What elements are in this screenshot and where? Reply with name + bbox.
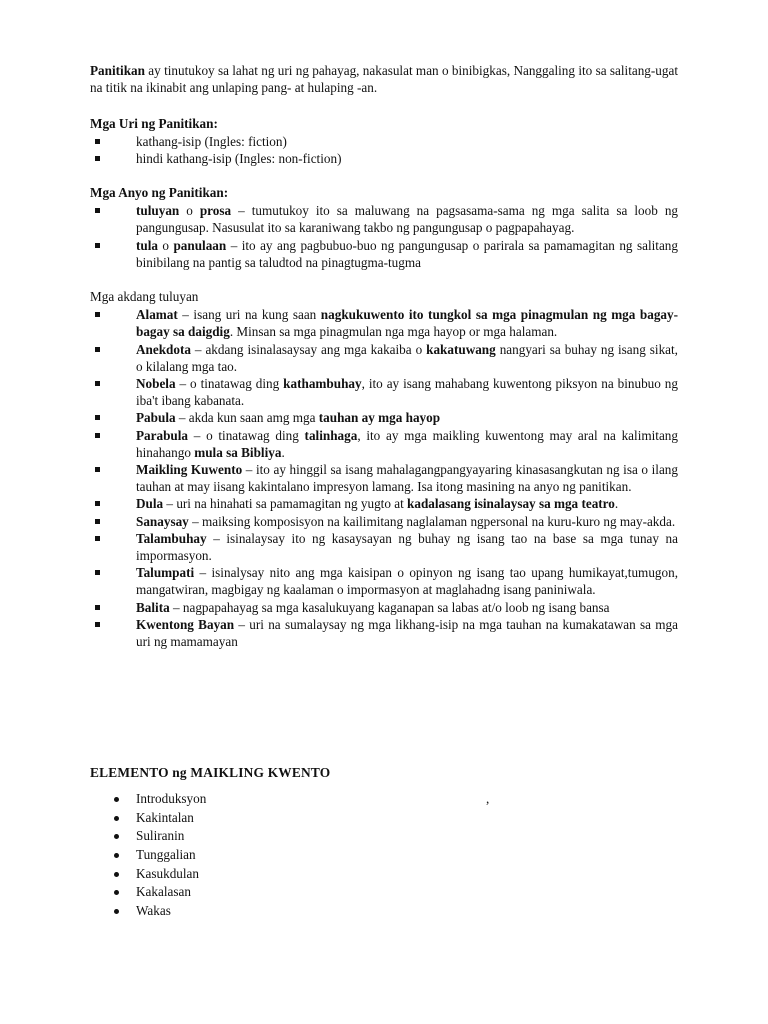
uri-section [90, 115, 678, 168]
akda-section [90, 288, 678, 650]
square-bullet-icon [95, 467, 100, 472]
round-bullet-icon [114, 834, 119, 839]
elemento-item: Kakintalan [90, 809, 678, 828]
square-bullet-icon [95, 519, 100, 524]
square-bullet-icon [95, 156, 100, 161]
square-bullet-icon [95, 243, 100, 248]
elemento-section [90, 764, 678, 920]
uri-heading: Mga Uri ng Panitikan: [90, 116, 218, 131]
square-bullet-icon [95, 208, 100, 213]
square-bullet-icon [95, 501, 100, 506]
akda-item: Talumpati – isinalysay nito ang mga kaisipan o opinyon ng isang tao upang humikayat,tumugon, mangatwiran, magbigay ng kaalaman o impormasyon at maglahadng isang paniniwala. [90, 564, 678, 598]
square-bullet-icon [95, 622, 100, 627]
akda-heading: Mga akdang tuluyan [90, 289, 199, 304]
elemento-item: Kasukdulan [90, 865, 678, 884]
akda-item: Maikling Kuwento – ito ay hinggil sa isang mahalagangpangyayaring kinasasangkutan ng isa o ilang tauhan at may iisang kakintalano impresyon lamang. Isa itong masining na anyo ng panitikan. [90, 461, 678, 495]
elemento-item: Introduksyon , [90, 790, 678, 809]
elemento-heading: ELEMENTO ng MAIKLING KWENTO [90, 765, 331, 780]
anyo-item: tula o panulaan – ito ay ang pagbubuo-buo ng pangungusap o parirala sa pamamagitan ng salitang binibilang na pantig sa taludtod na pinagtugma-tugma [90, 237, 678, 271]
akda-item: Alamat – isang uri na kung saan nagkukuwento ito tungkol sa mga pinagmulan ng mga bagay-bagay sa daigdig. Minsan sa mga pinagmulan nga mga hayop or mga halaman. [90, 306, 678, 340]
akda-item: Nobela – o tinatawag ding kathambuhay, ito ay isang mahabang kuwentong piksyon na binubuo ng iba't ibang kabanata. [90, 375, 678, 409]
uri-item: kathang-isip (Ingles: fiction) [90, 133, 678, 150]
akda-item: Pabula – akda kun saan amg mga tauhan ay mga hayop [90, 409, 678, 426]
square-bullet-icon [95, 139, 100, 144]
akda-item: Parabula – o tinatawag ding talinhaga, ito ay mga maikling kuwentong may aral na kalimitang hinahango mula sa Bibliya. [90, 427, 678, 461]
uri-item: hindi kathang-isip (Ingles: non-fiction) [90, 150, 678, 167]
anyo-item: tuluyan o prosa – tumutukoy ito sa maluwang na pagsasama-sama ng mga salita sa loob ng pangungusap. Nasusulat ito sa karaniwang takbo ng pangungusap o pagpapahayag. [90, 202, 678, 236]
square-bullet-icon [95, 605, 100, 610]
square-bullet-icon [95, 536, 100, 541]
elemento-item: Tunggalian [90, 846, 678, 865]
intro-text: ay tinutukoy sa lahat ng uri ng pahayag, nakasulat man o binibigkas, Nanggaling ito sa salitang-ugat na titik na ikinabit ang unlaping pang- at hulaping -an. [90, 63, 678, 96]
square-bullet-icon [95, 347, 100, 352]
anyo-heading: Mga Anyo ng Panitikan: [90, 185, 229, 200]
round-bullet-icon [114, 872, 119, 877]
elemento-item: Wakas [90, 902, 678, 921]
intro-term: Panitikan [90, 63, 145, 78]
round-bullet-icon [114, 890, 119, 895]
akda-item: Dula – uri na hinahati sa pamamagitan ng yugto at kadalasang isinalaysay sa mga teatro. [90, 495, 678, 512]
elemento-item: Kakalasan [90, 883, 678, 902]
square-bullet-icon [95, 415, 100, 420]
round-bullet-icon [114, 853, 119, 858]
akda-item: Balita – nagpapahayag sa mga kasalukuyang kaganapan sa labas at/o loob ng isang bansa [90, 599, 678, 616]
round-bullet-icon [114, 816, 119, 821]
akda-item: Sanaysay – maiksing komposisyon na kailimitang naglalaman ngpersonal na kuru-kuro ng may-akda. [90, 513, 678, 530]
elemento-item: Suliranin [90, 827, 678, 846]
square-bullet-icon [95, 381, 100, 386]
akda-item: Anekdota – akdang isinalasaysay ang mga kakaiba o kakatuwang nangyari sa buhay ng isang sikat, o kilalang mga tao. [90, 341, 678, 375]
akda-item: Kwentong Bayan – uri na sumalaysay ng mga likhang-isip na mga tauhan na kumakatawan sa mga uri ng mamamayan [90, 616, 678, 650]
square-bullet-icon [95, 570, 100, 575]
akda-item: Talambuhay – isinalaysay ito ng kasaysayan ng buhay ng isang tao na base sa mga tunay na impormasyon. [90, 530, 678, 564]
round-bullet-icon [114, 909, 119, 914]
square-bullet-icon [95, 433, 100, 438]
stray-comma: , [486, 791, 490, 807]
anyo-section [90, 184, 678, 271]
intro-paragraph [90, 62, 678, 96]
square-bullet-icon [95, 312, 100, 317]
round-bullet-icon [114, 797, 119, 802]
